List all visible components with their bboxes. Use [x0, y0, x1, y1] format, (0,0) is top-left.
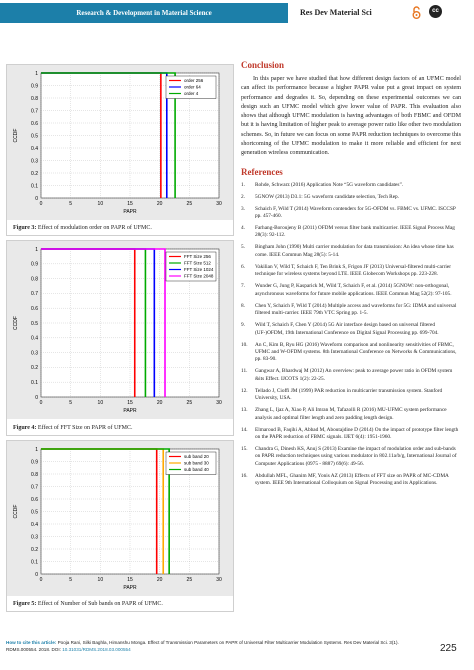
y-tick-label: 0.9	[31, 83, 38, 90]
right-column	[241, 60, 461, 492]
page-header	[0, 0, 474, 26]
reference-item: 3. Schaich F, Wild T (2014) Waveform contenders for 5G-OFDM vs. FBMC vs. UFMC. ISCCSP pp. 457-460.	[241, 205, 456, 220]
reference-item: 16. Abdullah MFL, Ghanim MF, Yonis AZ (2013) Effects of FFT size on PAPR of MC-CDMA system. IEEE 9th International Colloquium on Signal Processing and its Applications.	[241, 472, 449, 487]
references-list	[241, 182, 461, 488]
citation-label: How to cite this article:	[6, 640, 57, 645]
y-tick-label: 0	[35, 571, 38, 578]
y-tick-label: 0	[35, 195, 38, 202]
x-tick-label: 20	[156, 400, 163, 406]
y-tick-label: 0.6	[31, 120, 38, 127]
x-tick-label: 0	[39, 577, 43, 583]
y-tick-label: 0.2	[31, 365, 38, 372]
legend-label: FFT Size 512	[184, 260, 211, 266]
x-tick-label: 25	[186, 201, 193, 207]
legend-label: FFT Size 1024	[184, 267, 214, 273]
reference-item: 15. Chandra G, Dinesh KS, Anuj S (2013) Examine the impact of modulation order and sub-bands on PAPR reduction techniques using various modulator in 802.11a/b/g, International Journal of Computer Applications (0975 - 8887) 69(6): 49-56.	[241, 445, 457, 467]
x-tick-label: 30	[216, 201, 222, 207]
y-tick-label: 0.4	[31, 521, 38, 528]
x-tick-label: 5	[69, 577, 73, 583]
y-tick-label: 0.1	[31, 559, 38, 566]
reference-item: 2. 5GNOW (2013) D3.1: 5G waveform candidate selection, Tech Rep.	[241, 193, 400, 200]
x-tick-label: 15	[127, 577, 133, 583]
x-tick-label: 10	[97, 201, 104, 207]
y-tick-label: 0.3	[31, 350, 38, 357]
figure-3-caption: Figure 3: Effect of modulation order on PAPR of UFMC.	[13, 225, 152, 231]
x-tick-label: 30	[216, 400, 222, 406]
reference-item: 11. Gangwar A, Bhardwaj M (2012) An overview: peak to average power ratio in OFDM system &its Effect. IJCOTS 1(2): 22-25.	[241, 368, 453, 382]
legend-label: FFT Size 256	[184, 254, 211, 260]
legend-label: order 4	[184, 91, 199, 97]
y-tick-label: 0.6	[31, 496, 38, 503]
y-tick-label: 0.8	[31, 471, 38, 478]
creative-commons-icon: cc	[429, 5, 442, 18]
y-tick-label: 0.5	[31, 509, 38, 516]
figure-5	[6, 440, 234, 612]
reference-item: 4. Farhang-Boroujeny B (2011) OFDM versus filter bank multicarrier. IEEE Signal Process Mag 28(3): 92-112.	[241, 225, 455, 239]
reference-item: 12. Tellado J, Cioffi JM (1999) PAR reduction in multicarrier transmission system. Stanford University, USA.	[241, 387, 443, 402]
legend-label: sub band 40	[184, 467, 209, 473]
reference-item: 6. Vakilian V, Wild T, Schaich F, Ten Brink S, Frigon JF (2013) Universal-filtered multi-carrier technique for wireless systems beyond LTE. IEEE Globecom Workshops pp. 223-228.	[241, 263, 451, 278]
x-tick-label: 15	[127, 400, 133, 406]
y-tick-label: 0.9	[31, 261, 38, 268]
x-axis-label: PAPR	[123, 209, 137, 215]
y-tick-label: 0	[35, 394, 38, 401]
y-axis-label: CCDF	[13, 316, 19, 330]
y-tick-label: 0.7	[31, 484, 38, 491]
x-tick-label: 0	[39, 201, 43, 207]
y-axis-label: CCDF	[13, 504, 19, 519]
y-tick-label: 0.1	[31, 380, 38, 386]
legend-label: sub band 20	[184, 454, 209, 460]
figure-3-chart	[7, 65, 233, 220]
figure-4-chart	[7, 241, 233, 419]
x-tick-label: 20	[156, 577, 163, 583]
y-tick-label: 0.3	[31, 534, 38, 541]
y-axis-label: CCDF	[13, 128, 19, 143]
reference-item: 9. Wild T, Schaich F, Chen Y (2014) 5G Air interface design based on universal filtered (UF-)OFDM, 19th International Conference on Digital Signal Processing pp. 699-704.	[241, 322, 439, 336]
legend-label: order 64	[184, 84, 201, 90]
x-axis-label: PAPR	[123, 585, 137, 591]
reference-item: 13. Zhang L, Ijaz A, Xiao P, Ali Imran M, Tafazolli R (2016) MU-UFMC system performance analysis and optimal filter length and zero padding length design.	[241, 407, 447, 421]
y-tick-label: 0.5	[31, 133, 38, 140]
reference-item: 7. Wunder G, Jung P, Kasparick M, Wild T, Schaich F, et al. (2014) 5GNOW: non-orthogonal, asynchronous waveforms for future mobile applications. IEEE Commun Mag 52(2): 97-105.	[241, 283, 452, 297]
doi-link[interactable]: 10.31031/RDMS.2018.03.000554	[62, 646, 131, 652]
legend-label: FFT Size 2048	[184, 273, 214, 279]
legend-label: order 256	[184, 78, 204, 84]
x-tick-label: 20	[156, 201, 163, 207]
y-tick-label: 0.6	[31, 306, 38, 312]
figure-4	[6, 240, 234, 436]
x-tick-label: 10	[97, 577, 104, 583]
x-tick-label: 25	[186, 577, 193, 583]
x-tick-label: 10	[97, 400, 104, 406]
journal-short-title: Res Dev Material Sci	[300, 8, 372, 17]
y-tick-label: 0.5	[31, 320, 38, 327]
page-footer	[6, 640, 410, 653]
reference-item: 14. Elmaroud B, Faqihi A, Abbad M, Aboutajdine D (2014) On the impact of prototype filter length on the PAPR reduction of FBMC signals. IJET 6(4): 1951-1960.	[241, 426, 459, 440]
y-tick-label: 1	[35, 70, 38, 77]
figure-3	[6, 64, 234, 236]
x-tick-label: 25	[186, 400, 193, 406]
figure-5-chart	[7, 441, 233, 596]
reference-item: 5. Bingham John (1990) Multi carrier modulation for data transmission: An idea whose time has come. IEEE Commun Mag 28(5): 5-14.	[241, 244, 454, 258]
figure-5-caption: Figure 5: Effect of Number of Sub bands on PAPR of UFMC.	[13, 601, 163, 607]
y-tick-label: 0.4	[31, 335, 38, 342]
open-access-icon	[412, 6, 421, 19]
y-tick-label: 0.3	[31, 158, 38, 165]
x-tick-label: 5	[69, 201, 73, 207]
reference-item: 10. An C, Kim B, Ryu HG (2016) Waveform comparison and nonlinearity sensitivities of FBMC, UFMC and W-OFDM systems. 8th International Conference on Networks & Communications, pp. 83-90.	[241, 341, 457, 363]
y-tick-label: 0.9	[31, 459, 38, 466]
conclusion-paragraph: In this paper we have studied that how different design factors of an UFMC model can affect its performance because a higher PAPR value put a great impact on system performance and degrades it. So, depending on these experimental outcomes we can design such an UFMC model which give lower value of PAPR. This evaluation also shows that although UFMC modulation is having advantages of both FBMC and OFDM but it is having limitation of higher peak to average power ratio like other two modulation schemes. So, in future we can focus on some PAPR reduction techniques to overcome this shortcoming of the UFMC modulation to make it more reliable and efficient for next generation wireless communication.	[241, 76, 461, 157]
x-tick-label: 30	[216, 577, 222, 583]
y-tick-label: 0.1	[31, 183, 38, 190]
reference-item: 1. Rohde, Schwarz (2016) Application Note “5G waveform candidates”.	[241, 181, 404, 188]
legend-label: sub band 30	[184, 460, 209, 466]
y-tick-label: 0.7	[31, 291, 38, 298]
y-tick-label: 1	[35, 446, 38, 453]
y-tick-label: 0.7	[31, 108, 38, 115]
conclusion-heading: Conclusion	[241, 60, 285, 70]
y-tick-label: 0.2	[31, 546, 38, 553]
page-number: 225	[440, 643, 457, 654]
y-tick-label: 0.4	[31, 145, 38, 152]
y-tick-label: 0.2	[31, 170, 38, 177]
figure-4-caption: Figure 4: Effect of FFT Size on PAPR of UFMC.	[13, 425, 133, 431]
journal-section-banner: Research & Development in Material Science	[0, 3, 288, 23]
reference-item: 8. Chen Y, Schaich F, Wild T (2014) Multiple access and waveforms for 5G: IDMA and universal filtered multi-carrier. IEEE 79th VTC Spring pp. 1-5.	[241, 302, 457, 317]
y-tick-label: 0.8	[31, 95, 38, 102]
citation-text: Pooja Rani, Silki Baghla, Himanshu Monga. Effect of Transmission Parameters on PAPR of Universal Filter Multicarrier Modulation Systems. Res Dev Material Sci. 3(1). RDMS.000554. 2018. DOI:	[6, 640, 399, 652]
references-heading: References	[241, 166, 283, 177]
x-tick-label: 5	[69, 400, 73, 406]
x-tick-label: 15	[127, 201, 133, 207]
y-tick-label: 1	[35, 246, 38, 253]
y-tick-label: 0.8	[31, 276, 38, 283]
x-tick-label: 0	[39, 400, 43, 406]
x-axis-label: PAPR	[123, 408, 137, 414]
